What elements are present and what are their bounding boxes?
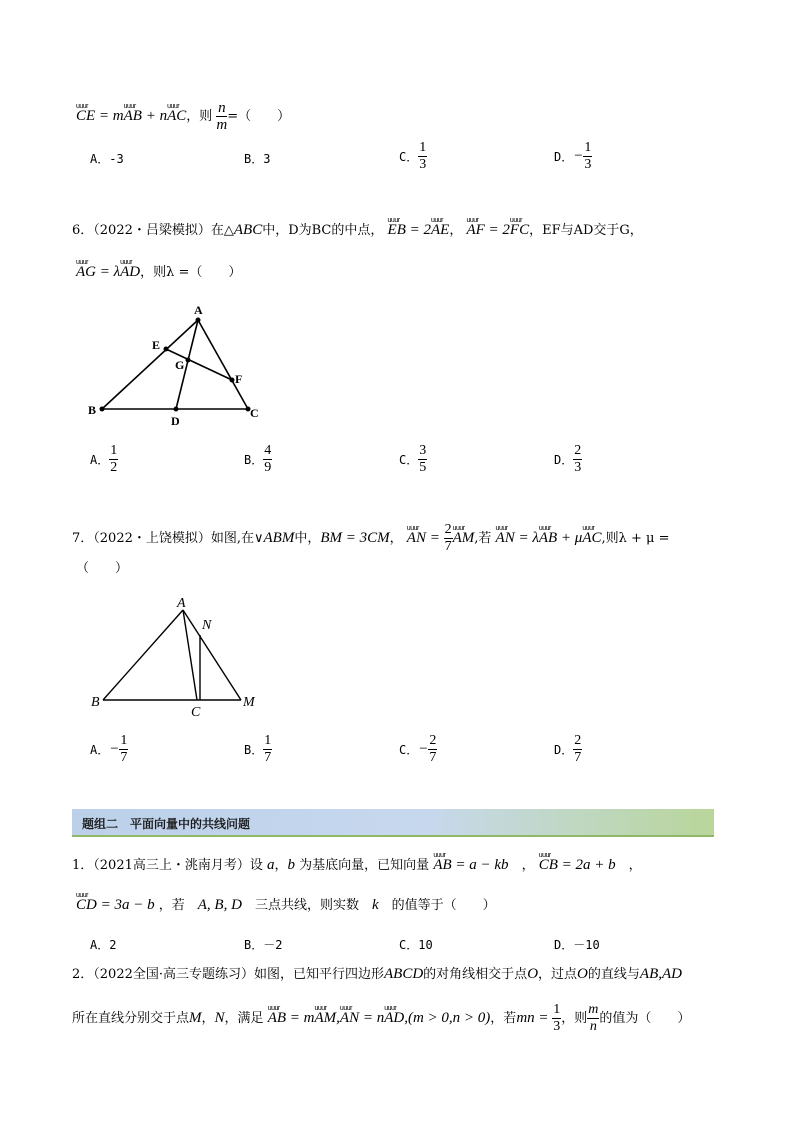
label-f: F	[235, 372, 243, 386]
q6-option-d[interactable]: D． $\frac{2}{3}$	[554, 443, 582, 475]
section-header-bar	[72, 809, 714, 837]
s2q2-stem-line2: 所在直线分别交于点M，N，满足 uuur AB = muuur AM,uuur AN = nuuur AD,(m > 0,n > 0)，若mn = $\frac{1}{3}$ ，则 $\frac{m}{n}$ 的值为（ ）	[72, 1002, 690, 1035]
q6-option-c[interactable]: C． $\frac{3}{5}$	[399, 443, 427, 475]
q5-option-c[interactable]: C． $\frac{1}{3}$	[399, 140, 427, 172]
label-b: B	[91, 695, 100, 710]
label-a: A	[177, 596, 186, 611]
label-c: C	[250, 406, 259, 420]
label-n: N	[202, 618, 212, 633]
s2q1-option-c[interactable]: C．10	[399, 938, 433, 952]
fraction-n-over-m: $\frac{n}{m}$	[216, 100, 228, 133]
s2q1-option-d[interactable]: D．－10	[554, 938, 600, 952]
q7-answer-blank: （ ）	[76, 561, 129, 576]
label-a: A	[194, 303, 203, 317]
q6-triangle-figure	[80, 298, 280, 430]
q6-stem-line2: uuur AG = λuuur AD，则λ =（ ）	[76, 264, 241, 281]
s2q1-stem-line1: 1．（2021高三上・洮南月考）设 a，b 为基底向量，已知向量 uuur AB = a − kb ， uuur CB = 2a + b ，	[72, 857, 642, 874]
label-g: G	[175, 358, 185, 372]
label-c: C	[191, 705, 201, 718]
q7-option-c[interactable]: C．− $\frac{2}{7}$	[399, 733, 437, 765]
q7-option-b[interactable]: B． $\frac{1}{7}$	[244, 733, 272, 765]
q6-stem-line1: 6．（2022・吕梁模拟）在△ABC中，D为BC的中点， uuur EB = 2uuur AE， uuur AF = 2uuur FC，EF与AD交于G，	[72, 222, 643, 239]
q5-option-a[interactable]: A．-3	[90, 152, 124, 166]
vector-ac: uuur AC	[167, 108, 186, 124]
q7-option-d[interactable]: D． $\frac{2}{7}$	[554, 733, 582, 765]
q5-option-d[interactable]: D．− $\frac{1}{3}$	[554, 140, 592, 172]
segment-ac	[183, 610, 197, 700]
label-d: D	[171, 414, 180, 428]
label-e: E	[152, 338, 161, 352]
q5-option-b[interactable]: B．3	[244, 152, 271, 166]
q7-option-a[interactable]: A．− $\frac{1}{7}$	[90, 733, 128, 765]
side-ac	[198, 320, 248, 409]
vector-ce: uuur CE	[76, 108, 95, 124]
s2q1-option-a[interactable]: A．2	[90, 938, 117, 952]
label-m: M	[243, 695, 255, 710]
side-ab	[103, 610, 183, 700]
section-title: 题组二 平面向量中的共线问题	[82, 817, 251, 831]
q7-triangle-figure	[86, 594, 266, 718]
q7-stem-line1: 7．（2022・上饶模拟）如图,在∨ABM中，BM = 3CM， uuur AN = $\frac{2}{7}$ uuur AM,若 uuur AN = λuuur AB + μuuur AC,则λ + μ =	[72, 522, 670, 555]
q5-stem: uuur CE = muuur AB + nuuur AC，则 $\frac{n}{m}$ =（ ）	[76, 100, 290, 133]
s2q1-stem-line2: uuur CD = 3a − b ，若 A, B, D 三点共线，则实数 k 的值等于（ ）	[76, 897, 496, 914]
q6-option-b[interactable]: B． $\frac{4}{9}$	[244, 443, 272, 475]
side-am	[183, 610, 241, 700]
label-b: B	[88, 403, 97, 417]
s2q1-option-b[interactable]: B．－2	[244, 938, 283, 952]
s2q2-stem-line1: 2．（2022全国·高三专题练习）如图，已知平行四边形ABCD的对角线相交于点O，过点O的直线与AB,AD	[72, 966, 682, 982]
q6-option-a[interactable]: A． $\frac{1}{2}$	[90, 443, 118, 475]
vector-ab: uuur AB	[124, 108, 142, 124]
